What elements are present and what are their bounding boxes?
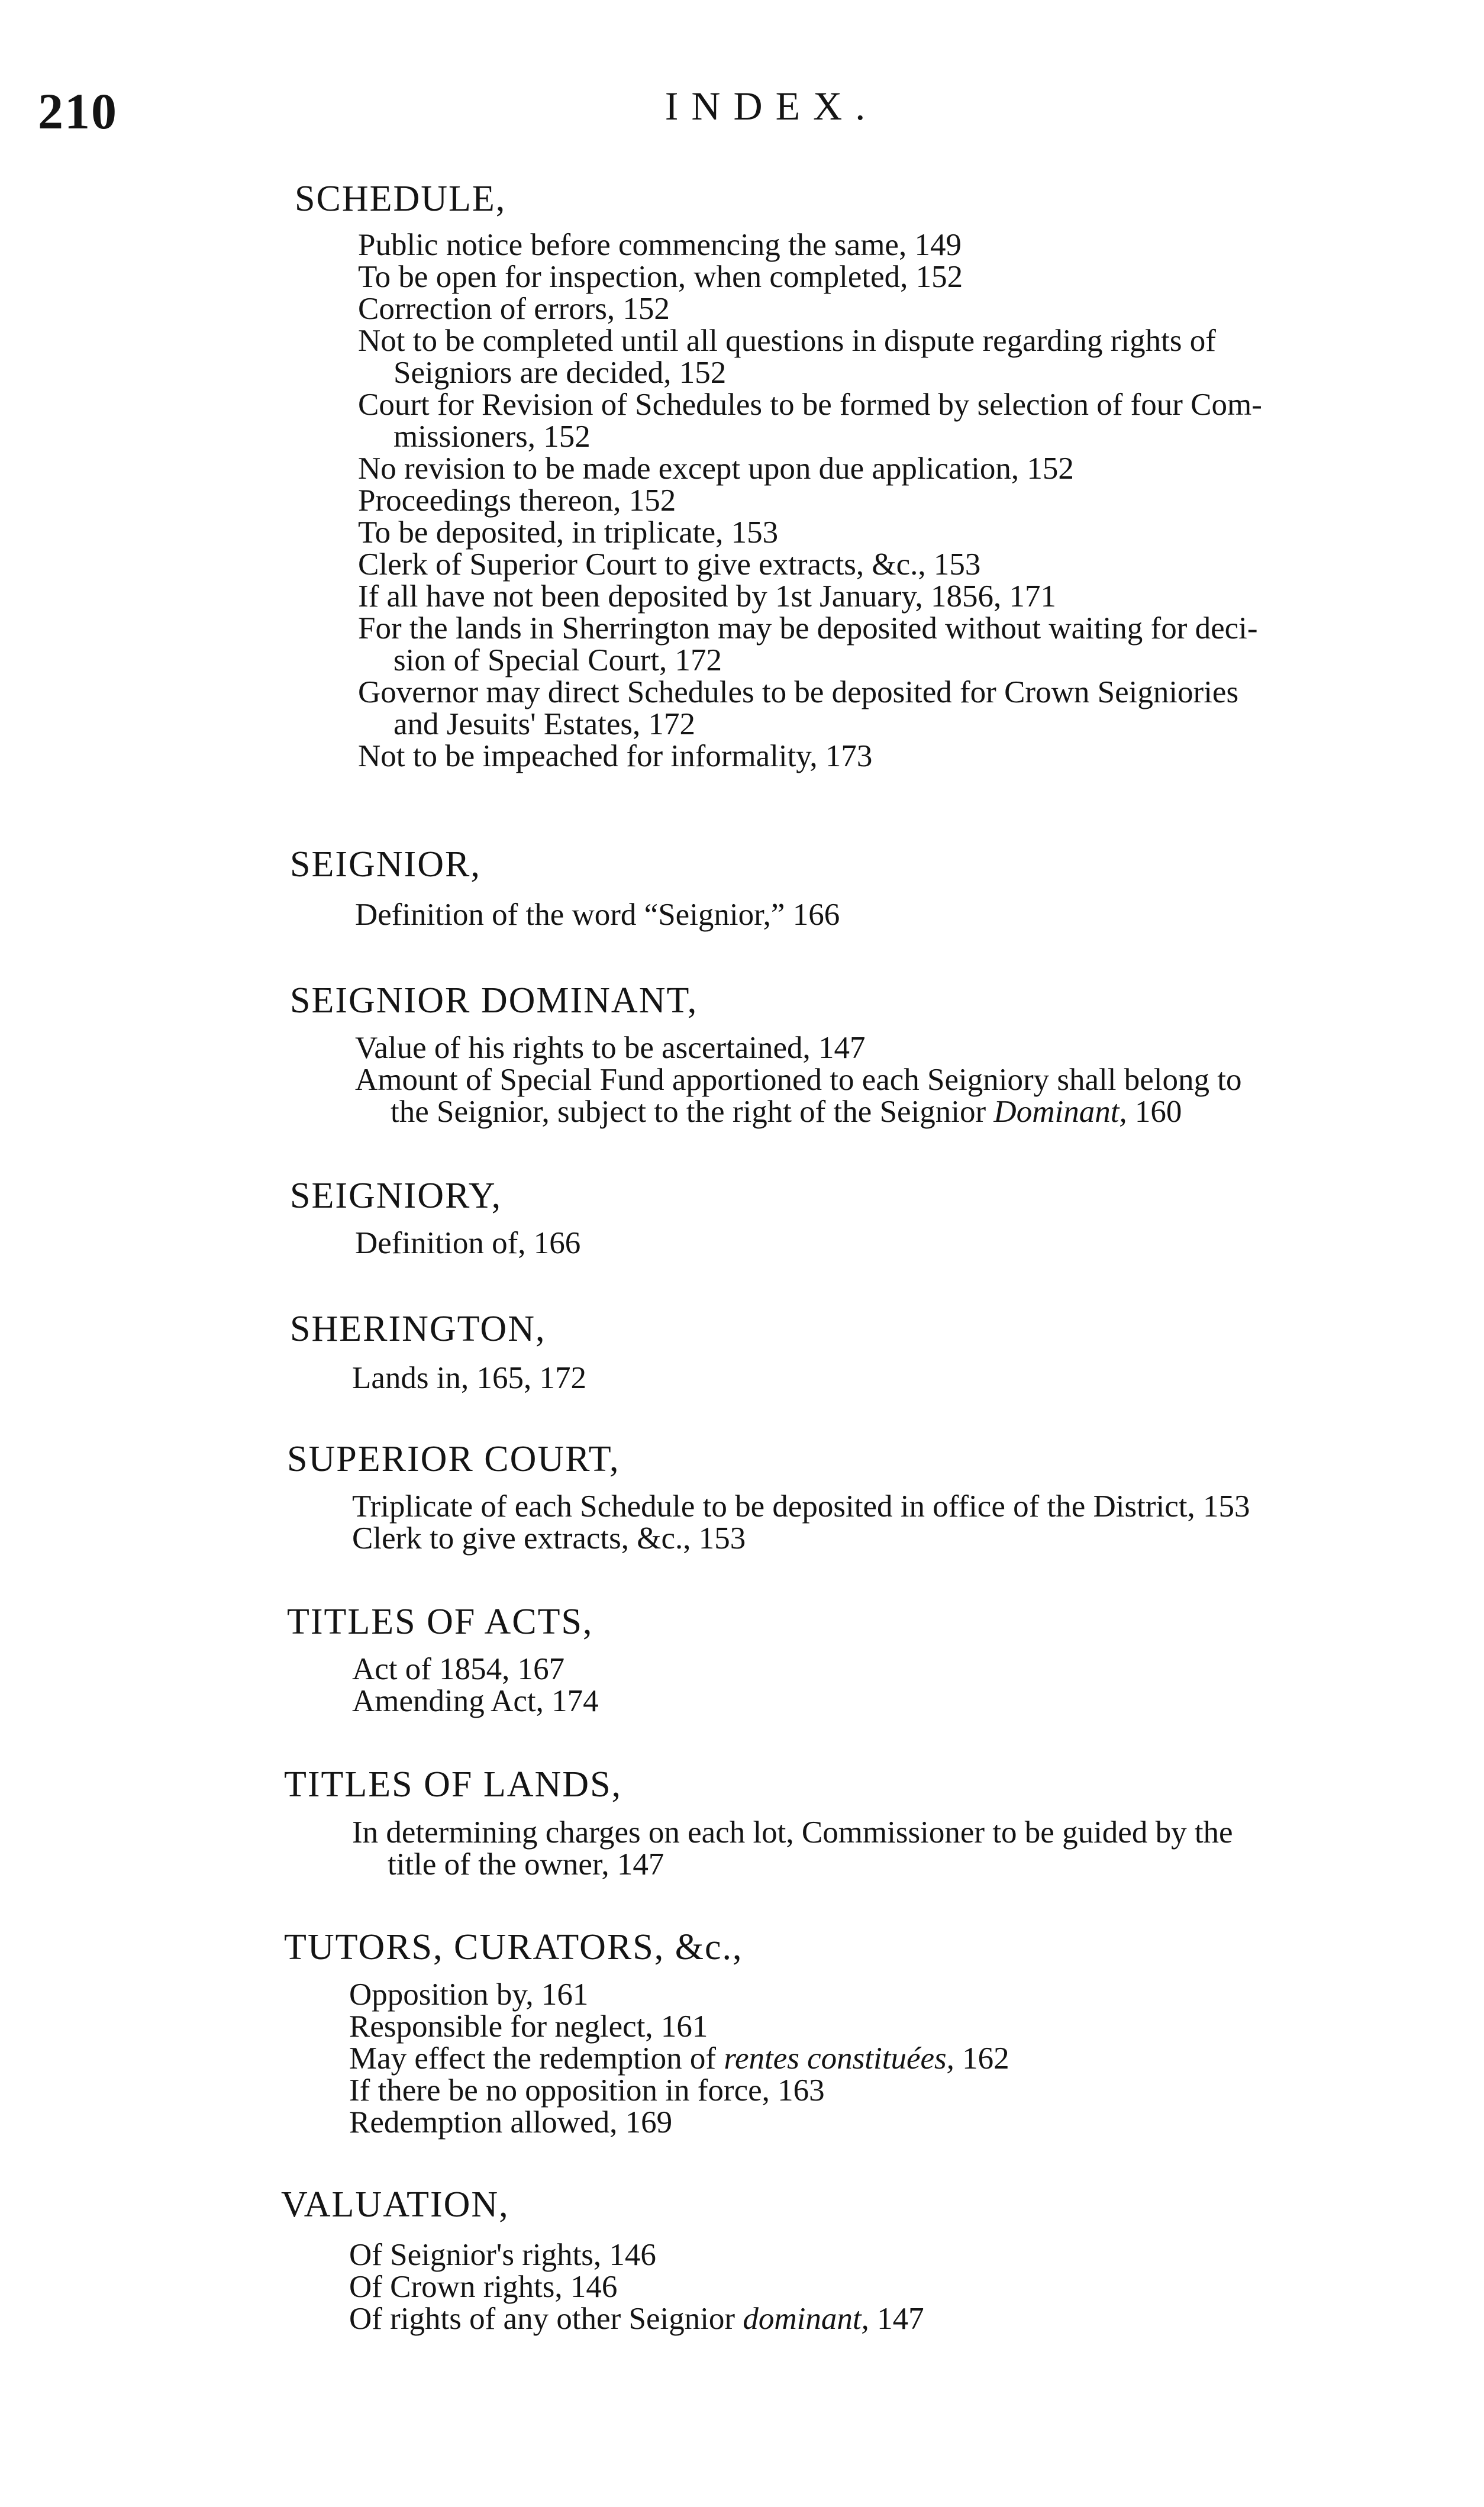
index-line: Governor may direct Schedules to be deposited for Crown Seigniories <box>358 675 1239 709</box>
index-line-continuation: missioners, 152 <box>393 420 591 454</box>
index-line: Definition of the word “Seignior,” 166 <box>355 898 840 932</box>
index-heading-titles-of-lands: TITLES OF LANDS, <box>284 1764 622 1805</box>
index-line: Public notice before commencing the same, 149 <box>358 228 962 262</box>
index-line: To be deposited, in triplicate, 153 <box>358 515 779 550</box>
index-line-continuation: sion of Special Court, 172 <box>393 643 722 677</box>
index-line: Not to be impeached for informality, 173 <box>358 739 873 773</box>
index-line-continuation: Seigniors are decided, 152 <box>393 356 727 390</box>
index-line: If there be no opposition in force, 163 <box>349 2073 825 2108</box>
index-line-italic: dominant, <box>743 2302 869 2336</box>
index-line-continuation: title of the owner, 147 <box>388 1847 664 1882</box>
index-heading-schedule: SCHEDULE, <box>295 179 507 219</box>
index-line: If all have not been deposited by 1st January, 1856, 171 <box>358 579 1056 614</box>
index-line: Not to be completed until all questions in dispute regarding rights of <box>358 324 1216 358</box>
index-line: Redemption allowed, 169 <box>349 2105 673 2140</box>
index-line: Value of his rights to be ascertained, 147 <box>355 1031 866 1065</box>
index-line: Correction of errors, 152 <box>358 292 670 326</box>
index-line: Clerk of Superior Court to give extracts, &c., 153 <box>358 547 981 582</box>
index-line: Responsible for neglect, 161 <box>349 2009 708 2044</box>
index-line: To be open for inspection, when completed, 152 <box>358 260 963 294</box>
index-line: In determining charges on each lot, Commissioner to be guided by the <box>352 1815 1233 1850</box>
index-line-italic: rentes constituées, <box>724 2041 954 2076</box>
index-line-page: 160 <box>1134 1095 1182 1129</box>
index-line: Lands in, 165, 172 <box>352 1361 586 1395</box>
index-line-page: 147 <box>877 2302 924 2336</box>
index-line-continuation <box>391 1096 1182 1128</box>
index-line: For the lands in Sherrington may be deposited without waiting for deci- <box>358 611 1258 646</box>
index-heading-seigniory: SEIGNIORY, <box>290 1176 502 1216</box>
index-heading-seignior: SEIGNIOR, <box>290 844 481 885</box>
index-line: Triplicate of each Schedule to be deposited in office of the District, 153 <box>352 1489 1250 1524</box>
index-line: Opposition by, 161 <box>349 1977 589 2012</box>
index-line-italic: Dominant, <box>993 1095 1127 1129</box>
index-line: Proceedings thereon, 152 <box>358 483 676 518</box>
page-number: 210 <box>38 83 118 140</box>
index-heading-tutors-curators: TUTORS, CURATORS, &c., <box>284 1927 743 1967</box>
index-heading-titles-of-acts: TITLES OF ACTS, <box>287 1602 593 1642</box>
index-line-continuation: and Jesuits' Estates, 172 <box>393 707 696 741</box>
index-line-text: Of rights of any other Seignior <box>349 2302 735 2336</box>
index-line: Of Seignior's rights, 146 <box>349 2238 656 2272</box>
index-heading-superior-court: SUPERIOR COURT, <box>287 1439 620 1479</box>
index-heading-sherington: SHERINGTON, <box>290 1309 546 1349</box>
index-line: Amount of Special Fund apportioned to each Seigniory shall belong to <box>355 1063 1242 1097</box>
index-heading-valuation: VALUATION, <box>281 2185 509 2225</box>
index-line: Of Crown rights, 146 <box>349 2270 618 2304</box>
index-line: Definition of, 166 <box>355 1226 581 1260</box>
index-line <box>349 2043 1009 2074</box>
running-head: INDEX. <box>664 83 879 128</box>
index-line: No revision to be made except upon due application, 152 <box>358 451 1074 486</box>
index-line-text: the Seignior, subject to the right of the Seignior <box>391 1095 986 1129</box>
index-line <box>349 2303 924 2335</box>
index-line: Amending Act, 174 <box>352 1684 599 1718</box>
index-line: Clerk to give extracts, &c., 153 <box>352 1521 746 1556</box>
index-line-text: May effect the redemption of <box>349 2041 717 2076</box>
index-line-page: 162 <box>962 2041 1009 2076</box>
index-line: Act of 1854, 167 <box>352 1652 565 1686</box>
index-line: Court for Revision of Schedules to be formed by selection of four Com- <box>358 388 1262 422</box>
index-heading-seignior-dominant: SEIGNIOR DOMINANT, <box>290 980 698 1021</box>
